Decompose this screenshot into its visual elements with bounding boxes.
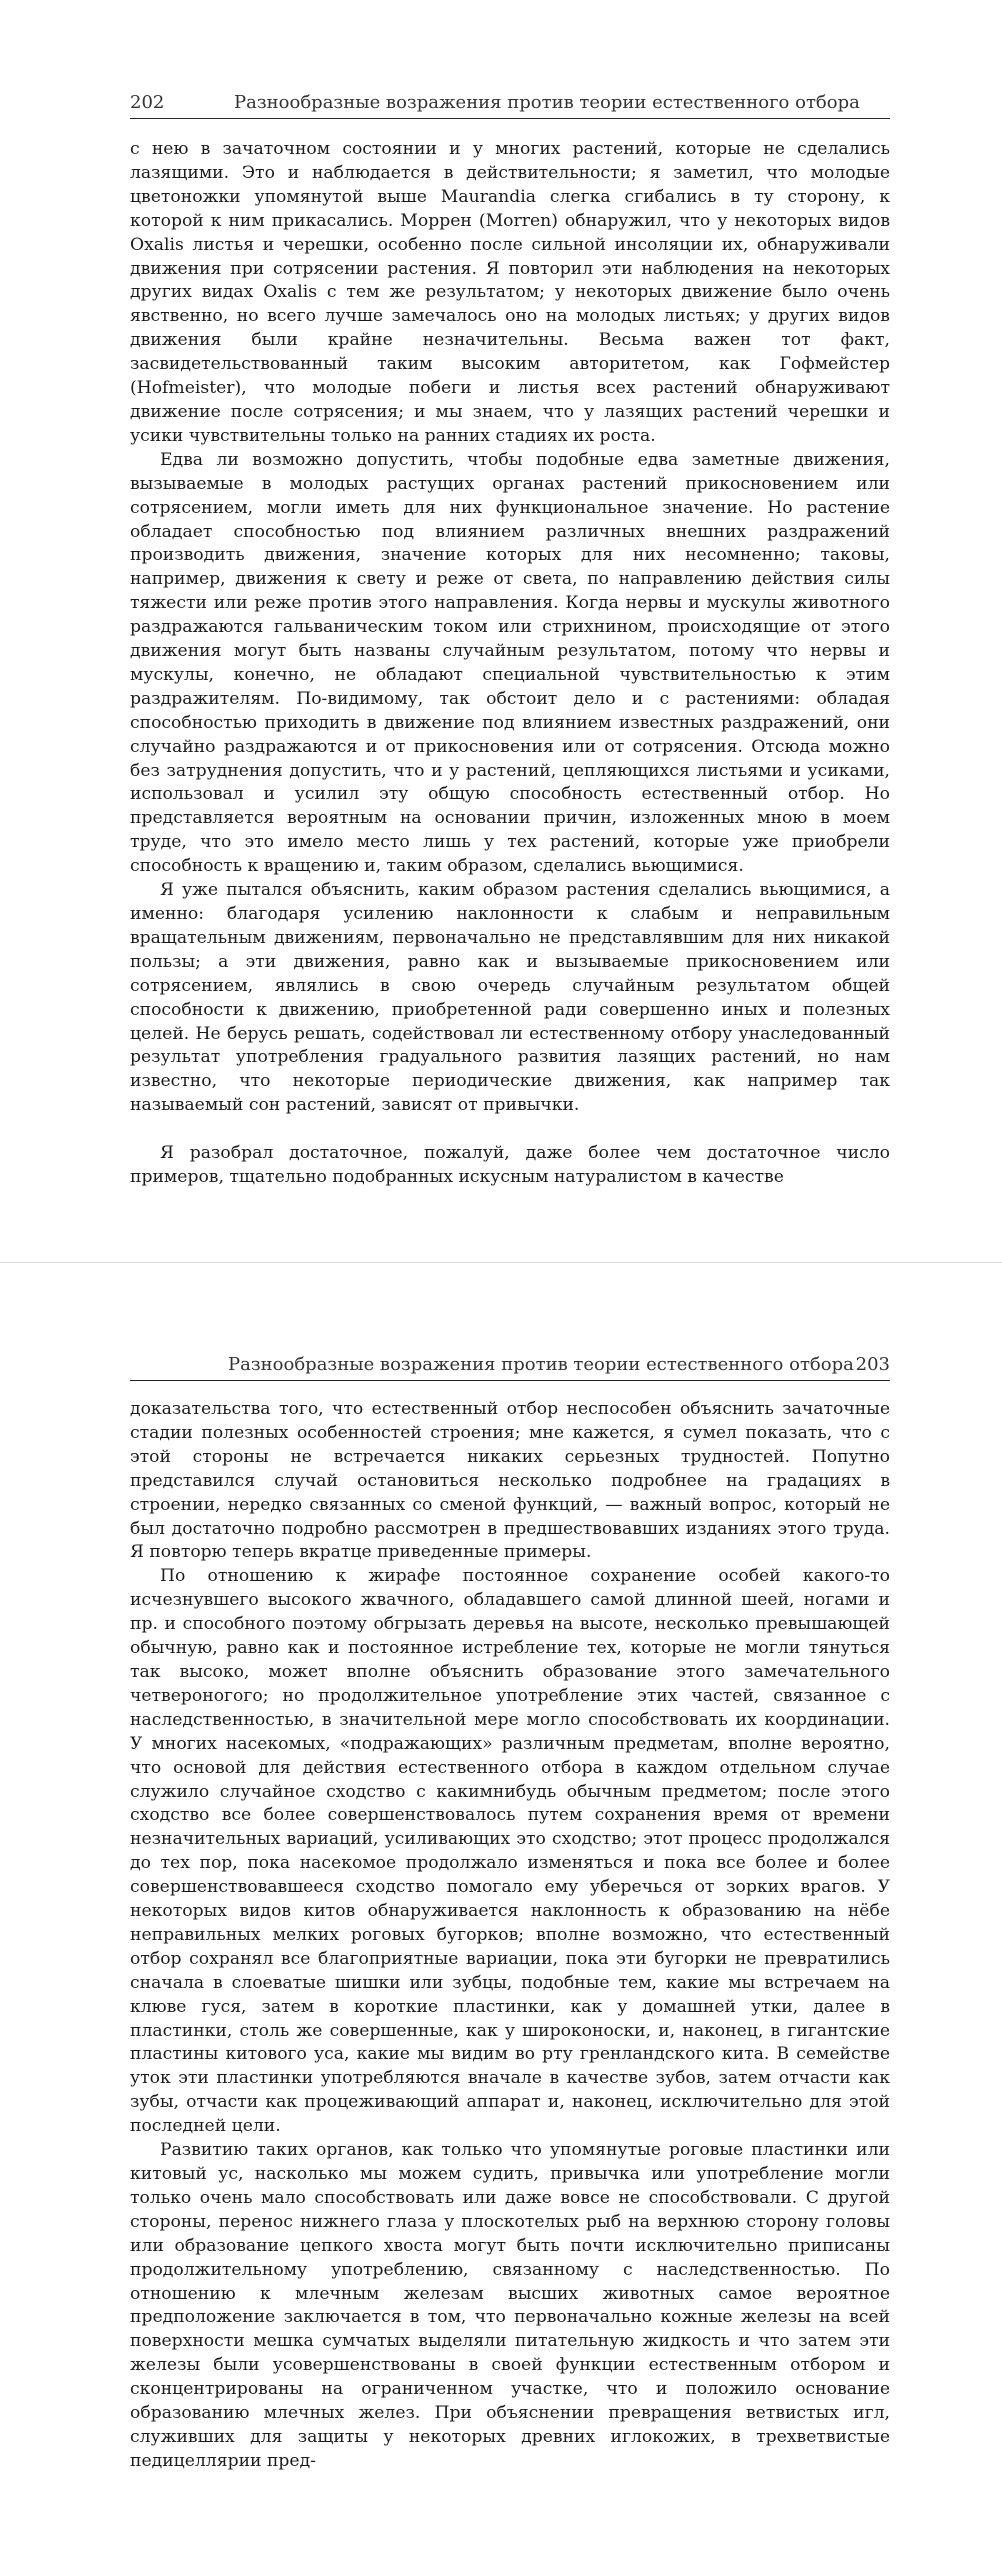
page-number: 202: [130, 92, 165, 113]
running-title: Разнообразные возражения против теории естественного отбора: [228, 1354, 854, 1375]
page-number: 203: [855, 1354, 890, 1375]
book-page-203: [0, 1300, 1002, 2554]
paragraph: Развитию таких органов, как только что упомянутые роговые пластинки или китовый ус, насколько мы можем судить, привычка или употребление могли только очень мало способствовать или даже вовсе не способствовали. С другой стороны, перенос нижнего глаза у плоскотелых рыб на верхнюю сторону головы или образование цепкого хвоста могут быть почти исключительно приписаны продолжительному употреблению, связанному с наследственностью. По отношению к млечным железам высших животных самое вероятное предположение заключается в том, что первоначально кожные железы на всей поверхности мешка сумчатых выделяли питательную жидкость и что затем эти железы были усовершенствованы в своей функции естественным отбором и сконцентрированы на ограниченном участке, что и положило основание образованию млечных желез. При объяснении превращения ветвистых игл, служивших для защиты у некоторых древних иглокожих, в трехветвистые педицеллярии пред-: [130, 2140, 890, 2471]
page-body: [130, 1398, 890, 2474]
running-header: [130, 1352, 890, 1381]
paragraph: Я разобрал достаточное, пожалуй, даже более чем достаточное число примеров, тщательно подобранных искусным натуралистом в качестве: [130, 1143, 890, 1188]
running-title: Разнообразные возражения против теории естественного отбора: [234, 92, 860, 113]
page-body: [130, 138, 890, 1190]
paragraph: Едва ли возможно допустить, чтобы подобные едва заметные движения, вызываемые в молодых растущих органах растений прикосновением или сотрясением, могли иметь для них функциональное значение. Но растение обладает способностью под влиянием различных внешних раздражений производить движения, значение которых для них несомненно; таковы, например, движения к свету и реже от света, по направлению действия силы тяжести или реже против этого направления. Когда нервы и мускулы животного раздражаются гальваническим током или стрихнином, происходящие от этого движения могут быть названы случайным результатом, потому что нервы и мускулы, конечно, не обладают специальной чувствительностью к этим раздражителям. По-видимому, так обстоит дело и с растениями: обладая способностью приходить в движение под влиянием известных раздражений, они случайно раздражаются и от прикосновения или от сотрясения. Отсюда можно без затруднения допустить, что и у растений, цепляющихся листьями и усиками, использовал и усилил эту общую способность естественный отбор. Но представляется вероятным на основании причин, изложенных мною в моем труде, что это имело место лишь у тех растений, которые уже приобрели способность к вращению и, таким образом, сделались вьющимися.: [130, 449, 890, 877]
paragraph: доказательства того, что естественный отбор неспособен объяснить зачаточные стадии полезных особенностей строения; мне кажется, я сумел показать, что с этой стороны не встречается никаких серьезных трудностей. Попутно представился случай остановиться несколько подробнее на градациях в строении, нередко связанных со сменой функций, — важный вопрос, который не был достаточно подробно рассмотрен в предшествовавших изданиях этого труда. Я повторю теперь вкратце приведенные примеры.: [130, 1399, 890, 1563]
page-separator: [0, 1262, 1002, 1302]
book-page-202: [0, 0, 1002, 1262]
paragraph: с нею в зачаточном состоянии и у многих растений, которые не сделались лазящими. Это и наблюдается в действительности; я заметил, что молодые цветоножки упомянутой выше Maurandia слегка сгибались в ту сторону, к которой к ним прикасались. Моррен (Morren) обнаружил, что у некоторых видов Oxalis листья и черешки, особенно после сильной инсоляции их, обнаруживали движения при сотрясении растения. Я повторил эти наблюдения на некоторых других видах Oxalis с тем же результатом; у некоторых движение было очень явственно, но всего лучше замечалось оно на молодых листьях; у других видов движения были крайне незначительны. Весьма важен тот факт, засвидетельствованный таким высоким авторитетом, как Гофмейстер (Hofmeister), что молодые побеги и листья всех растений обнаруживают движение после сотрясения; и мы знаем, что у лазящих растений черешки и усики чувствительны только на ранних стадиях их роста.: [130, 139, 890, 446]
paragraph: Я уже пытался объяснить, каким образом растения сделались вьющимися, а именно: благодаря усилению наклонности к слабым и неправильным вращательным движениям, первоначально не представлявшим для них никакой пользы; а эти движения, равно как и вызываемые прикосновением или сотрясением, являлись в свою очередь случайным результатом общей способности к движению, приобретенной ради совершенно иных и полезных целей. Не берусь решать, содействовал ли естественному отбору унаследованный результат употребления градуального развития лазящих растений, но нам известно, что некоторые периодические движения, как например так называемый сон растений, зависят от привычки.: [130, 880, 890, 1116]
paragraph: По отношению к жирафе постоянное сохранение особей какого-то исчезнувшего высокого жвачного, обладавшего самой длинной шеей, ногами и пр. и способного поэтому обгрызать деревья на высоте, несколько превышающей обычную, равно как и постоянное истребление тех, которые не могли тянуться так высоко, может вполне объяснить образование этого замечательного четвероногого; но продолжительное употребление этих частей, связанное с наследственностью, в значительной мере могло способствовать их координации. У многих насекомых, «подражающих» различным предметам, вполне вероятно, что основой для действия естественного отбора в каждом отдельном случае служило случайное сходство с какимнибудь обычным предметом; после этого сходство все более совершенствовалось путем сохранения время от времени незначительных вариаций, усиливающих это сходство; этот процесс продолжался до тех пор, пока насекомое продолжало изменяться и пока все более и более совершенствовавшееся сходство помогало ему уберечься от зорких врагов. У некоторых видов китов обнаруживается наклонность к образованию на нёбе неправильных мелких роговых бугорков; вполне возможно, что естественный отбор сохранял все благоприятные вариации, пока эти бугорки не превратились сначала в слоеватые шишки или зубцы, подобные тем, какие мы встречаем на клюве гуся, затем в короткие пластинки, как у домашней утки, далее в пластинки, столь же совершенные, как у широконоски, и, наконец, в гигантские пластины китового уса, какие мы видим во рту гренландского кита. В семействе уток эти пластинки употребляются вначале в качестве зубов, затем отчасти как зубы, отчасти как процеживающий аппарат и, наконец, исключительно для этой последней цели.: [130, 1566, 890, 2137]
running-header: [130, 90, 890, 119]
